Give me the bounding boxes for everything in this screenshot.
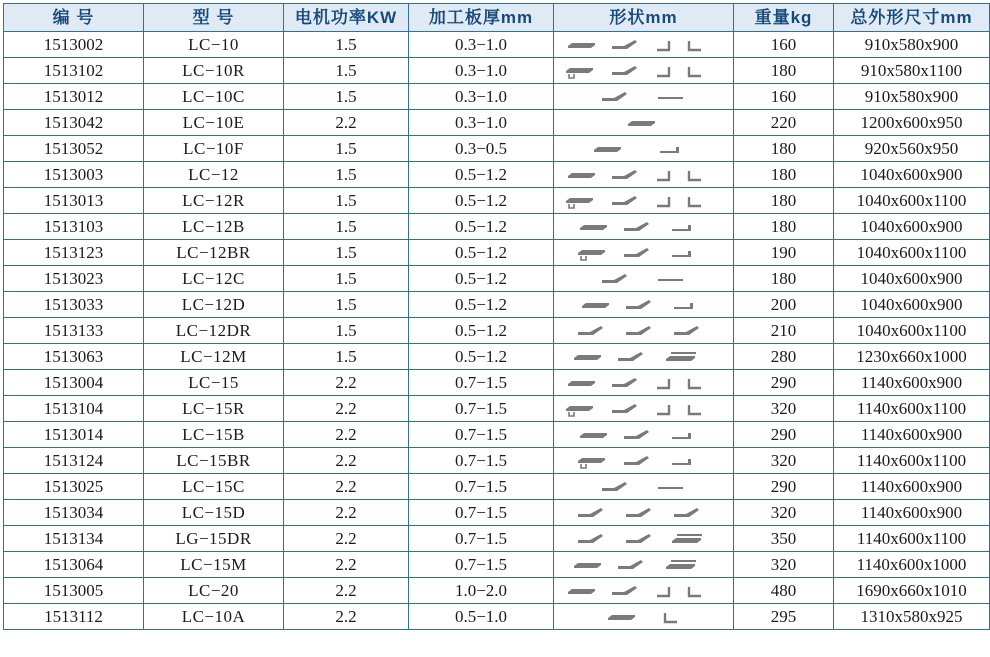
- table-row: [4, 162, 990, 188]
- cell-model: LC−20: [144, 578, 284, 604]
- cell-shape-diagram: [554, 370, 734, 396]
- table-row: [4, 448, 990, 474]
- cell-model: LC−15C: [144, 474, 284, 500]
- cell-power: 2.2: [284, 526, 409, 552]
- cell-model: LC−10F: [144, 136, 284, 162]
- cell-dimensions: 1040x600x900: [834, 162, 990, 188]
- cell-dimensions: 1140x600x900: [834, 500, 990, 526]
- cell-model: LC−15: [144, 370, 284, 396]
- cell-model: LC−10A: [144, 604, 284, 630]
- cell-thickness: 0.3−1.0: [409, 110, 554, 136]
- cell-shape-diagram: [554, 552, 734, 578]
- cell-power: 2.2: [284, 396, 409, 422]
- cell-power: 1.5: [284, 266, 409, 292]
- cell-code: 1513012: [4, 84, 144, 110]
- cell-thickness: 0.7−1.5: [409, 474, 554, 500]
- cell-weight: 190: [734, 240, 834, 266]
- cell-dimensions: 1310x580x925: [834, 604, 990, 630]
- cell-thickness: 0.7−1.5: [409, 448, 554, 474]
- table-header: [4, 4, 990, 32]
- cell-code: 1513002: [4, 32, 144, 58]
- cell-code: 1513063: [4, 344, 144, 370]
- cell-model: LC−12R: [144, 188, 284, 214]
- cell-shape-diagram: [554, 578, 734, 604]
- cell-code: 1513042: [4, 110, 144, 136]
- cell-thickness: 0.3−1.0: [409, 58, 554, 84]
- cell-model: LC−15BR: [144, 448, 284, 474]
- table-row: [4, 318, 990, 344]
- cell-model: LC−15M: [144, 552, 284, 578]
- table-row: [4, 344, 990, 370]
- cell-weight: 160: [734, 32, 834, 58]
- cell-weight: 290: [734, 474, 834, 500]
- table-row: [4, 214, 990, 240]
- table-header-row: [4, 4, 990, 32]
- cell-dimensions: 1040x600x1100: [834, 318, 990, 344]
- cell-shape-diagram: [554, 240, 734, 266]
- table-row: [4, 110, 990, 136]
- cell-power: 2.2: [284, 578, 409, 604]
- column-header-power: 电机功率KW: [284, 4, 409, 32]
- cell-dimensions: 910x580x900: [834, 32, 990, 58]
- cell-thickness: 0.5−1.2: [409, 266, 554, 292]
- table-row: [4, 526, 990, 552]
- cell-thickness: 0.5−1.2: [409, 214, 554, 240]
- cell-shape-diagram: [554, 474, 734, 500]
- table-row: [4, 578, 990, 604]
- cell-thickness: 0.5−1.2: [409, 162, 554, 188]
- cell-dimensions: 1040x600x1100: [834, 188, 990, 214]
- cell-shape-diagram: [554, 58, 734, 84]
- cell-dimensions: 1200x600x950: [834, 110, 990, 136]
- table-row: [4, 84, 990, 110]
- cell-weight: 160: [734, 84, 834, 110]
- cell-thickness: 0.5−1.2: [409, 292, 554, 318]
- cell-thickness: 0.5−1.2: [409, 188, 554, 214]
- cell-power: 1.5: [284, 162, 409, 188]
- cell-shape-diagram: [554, 604, 734, 630]
- cell-code: 1513102: [4, 58, 144, 84]
- cell-shape-diagram: [554, 214, 734, 240]
- table-body: [4, 32, 990, 630]
- cell-thickness: 0.7−1.5: [409, 370, 554, 396]
- cell-power: 2.2: [284, 370, 409, 396]
- cell-code: 1513023: [4, 266, 144, 292]
- cell-thickness: 0.7−1.5: [409, 526, 554, 552]
- cell-dimensions: 1040x600x1100: [834, 240, 990, 266]
- cell-model: LC−12B: [144, 214, 284, 240]
- cell-model: LC−12BR: [144, 240, 284, 266]
- specification-table: [3, 3, 990, 630]
- cell-code: 1513104: [4, 396, 144, 422]
- table-row: [4, 370, 990, 396]
- cell-model: LC−10C: [144, 84, 284, 110]
- cell-code: 1513124: [4, 448, 144, 474]
- cell-weight: 210: [734, 318, 834, 344]
- cell-code: 1513112: [4, 604, 144, 630]
- cell-dimensions: 1690x660x1010: [834, 578, 990, 604]
- table-row: [4, 58, 990, 84]
- cell-model: LC−10E: [144, 110, 284, 136]
- cell-code: 1513133: [4, 318, 144, 344]
- table-row: [4, 500, 990, 526]
- cell-dimensions: 1140x600x1100: [834, 526, 990, 552]
- cell-power: 1.5: [284, 318, 409, 344]
- cell-shape-diagram: [554, 188, 734, 214]
- column-header-model: 型 号: [144, 4, 284, 32]
- table-row: [4, 604, 990, 630]
- cell-shape-diagram: [554, 266, 734, 292]
- column-header-dimensions: 总外形尺寸mm: [834, 4, 990, 32]
- cell-code: 1513052: [4, 136, 144, 162]
- cell-thickness: 0.7−1.5: [409, 396, 554, 422]
- cell-shape-diagram: [554, 422, 734, 448]
- cell-thickness: 0.5−1.2: [409, 318, 554, 344]
- column-header-weight: 重量kg: [734, 4, 834, 32]
- cell-power: 1.5: [284, 58, 409, 84]
- cell-code: 1513013: [4, 188, 144, 214]
- cell-shape-diagram: [554, 448, 734, 474]
- cell-power: 2.2: [284, 110, 409, 136]
- cell-code: 1513025: [4, 474, 144, 500]
- cell-weight: 180: [734, 266, 834, 292]
- column-header-thickness: 加工板厚mm: [409, 4, 554, 32]
- cell-power: 1.5: [284, 136, 409, 162]
- cell-code: 1513003: [4, 162, 144, 188]
- cell-power: 1.5: [284, 292, 409, 318]
- cell-weight: 320: [734, 552, 834, 578]
- cell-weight: 280: [734, 344, 834, 370]
- cell-shape-diagram: [554, 526, 734, 552]
- cell-model: LC−12: [144, 162, 284, 188]
- cell-code: 1513134: [4, 526, 144, 552]
- cell-code: 1513005: [4, 578, 144, 604]
- cell-model: LC−10: [144, 32, 284, 58]
- cell-shape-diagram: [554, 292, 734, 318]
- cell-power: 2.2: [284, 604, 409, 630]
- cell-thickness: 0.5−1.2: [409, 240, 554, 266]
- cell-dimensions: 1140x600x900: [834, 370, 990, 396]
- cell-code: 1513014: [4, 422, 144, 448]
- cell-weight: 320: [734, 500, 834, 526]
- cell-dimensions: 920x560x950: [834, 136, 990, 162]
- cell-thickness: 1.0−2.0: [409, 578, 554, 604]
- table-row: [4, 552, 990, 578]
- cell-dimensions: 910x580x1100: [834, 58, 990, 84]
- cell-weight: 295: [734, 604, 834, 630]
- table-row: [4, 422, 990, 448]
- cell-dimensions: 1040x600x900: [834, 292, 990, 318]
- cell-power: 2.2: [284, 552, 409, 578]
- cell-shape-diagram: [554, 344, 734, 370]
- cell-weight: 350: [734, 526, 834, 552]
- cell-model: LC−12D: [144, 292, 284, 318]
- column-header-code: 编 号: [4, 4, 144, 32]
- cell-shape-diagram: [554, 162, 734, 188]
- cell-dimensions: 1140x600x1000: [834, 552, 990, 578]
- cell-dimensions: 1040x600x900: [834, 214, 990, 240]
- cell-power: 1.5: [284, 188, 409, 214]
- cell-thickness: 0.5−1.0: [409, 604, 554, 630]
- cell-model: LC−15B: [144, 422, 284, 448]
- cell-dimensions: 1140x600x1100: [834, 396, 990, 422]
- table-row: [4, 266, 990, 292]
- cell-shape-diagram: [554, 500, 734, 526]
- cell-dimensions: 1140x600x900: [834, 422, 990, 448]
- cell-weight: 320: [734, 448, 834, 474]
- cell-power: 1.5: [284, 32, 409, 58]
- cell-power: 1.5: [284, 214, 409, 240]
- cell-power: 1.5: [284, 240, 409, 266]
- cell-shape-diagram: [554, 84, 734, 110]
- cell-dimensions: 1140x600x1100: [834, 448, 990, 474]
- cell-power: 1.5: [284, 344, 409, 370]
- cell-thickness: 0.5−1.2: [409, 344, 554, 370]
- cell-thickness: 0.7−1.5: [409, 500, 554, 526]
- cell-weight: 200: [734, 292, 834, 318]
- table-row: [4, 474, 990, 500]
- cell-power: 2.2: [284, 422, 409, 448]
- cell-thickness: 0.3−0.5: [409, 136, 554, 162]
- cell-model: LG−15DR: [144, 526, 284, 552]
- cell-thickness: 0.7−1.5: [409, 422, 554, 448]
- cell-code: 1513103: [4, 214, 144, 240]
- cell-dimensions: 1140x600x900: [834, 474, 990, 500]
- cell-weight: 180: [734, 162, 834, 188]
- cell-code: 1513123: [4, 240, 144, 266]
- table-row: [4, 136, 990, 162]
- cell-weight: 320: [734, 396, 834, 422]
- cell-power: 2.2: [284, 448, 409, 474]
- cell-code: 1513034: [4, 500, 144, 526]
- cell-shape-diagram: [554, 136, 734, 162]
- cell-dimensions: 1230x660x1000: [834, 344, 990, 370]
- cell-model: LC−12DR: [144, 318, 284, 344]
- cell-dimensions: 910x580x900: [834, 84, 990, 110]
- cell-code: 1513033: [4, 292, 144, 318]
- cell-weight: 180: [734, 136, 834, 162]
- cell-weight: 180: [734, 58, 834, 84]
- cell-weight: 180: [734, 214, 834, 240]
- table-row: [4, 32, 990, 58]
- cell-shape-diagram: [554, 32, 734, 58]
- cell-weight: 220: [734, 110, 834, 136]
- cell-code: 1513064: [4, 552, 144, 578]
- cell-shape-diagram: [554, 110, 734, 136]
- cell-weight: 290: [734, 422, 834, 448]
- table-row: [4, 188, 990, 214]
- cell-weight: 180: [734, 188, 834, 214]
- cell-thickness: 0.3−1.0: [409, 32, 554, 58]
- cell-thickness: 0.3−1.0: [409, 84, 554, 110]
- cell-model: LC−15R: [144, 396, 284, 422]
- cell-weight: 480: [734, 578, 834, 604]
- cell-model: LC−15D: [144, 500, 284, 526]
- table-row: [4, 396, 990, 422]
- cell-power: 2.2: [284, 500, 409, 526]
- table-row: [4, 240, 990, 266]
- cell-model: LC−12C: [144, 266, 284, 292]
- cell-weight: 290: [734, 370, 834, 396]
- cell-power: 2.2: [284, 474, 409, 500]
- cell-model: LC−10R: [144, 58, 284, 84]
- column-header-shape: 形状mm: [554, 4, 734, 32]
- cell-code: 1513004: [4, 370, 144, 396]
- cell-thickness: 0.7−1.5: [409, 552, 554, 578]
- cell-power: 1.5: [284, 84, 409, 110]
- cell-shape-diagram: [554, 318, 734, 344]
- cell-dimensions: 1040x600x900: [834, 266, 990, 292]
- cell-model: LC−12M: [144, 344, 284, 370]
- table-row: [4, 292, 990, 318]
- cell-shape-diagram: [554, 396, 734, 422]
